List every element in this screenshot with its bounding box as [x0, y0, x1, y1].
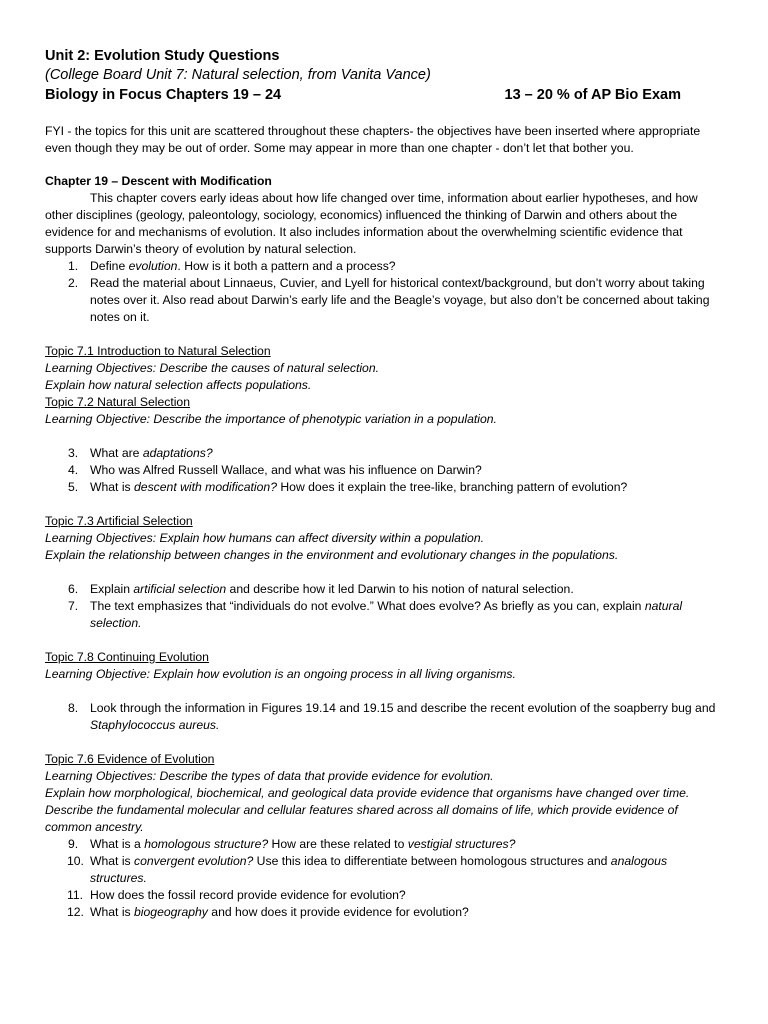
question-number: 2. — [68, 276, 79, 290]
learning-objective: Explain how morphological, biochemical, and geological data provide evidence that organisms have changed over time. — [45, 786, 690, 800]
question-number: 12. — [67, 905, 84, 919]
learning-objective: Describe the fundamental molecular and cellular features shared across all domains of life, which provide evidence of common ancestry. — [45, 803, 678, 834]
question-number: 7. — [68, 599, 79, 613]
question-number: 10. — [67, 854, 84, 868]
question-list — [45, 258, 725, 326]
question-item: 3. What are adaptations? — [68, 446, 213, 460]
question-number: 3. — [68, 446, 79, 460]
question-list — [45, 700, 725, 734]
question-item: 12. What is biogeography and how does it provide evidence for evolution? — [67, 905, 469, 919]
question-item: 7. The text emphasizes that “individuals do not evolve.” What does evolve? As briefly as you can, explain natural selection. — [68, 599, 683, 630]
document-page — [45, 47, 725, 921]
question-number: 5. — [68, 480, 79, 494]
intro-paragraph: FYI - the topics for this unit are scattered throughout these chapters- the objectives have been inserted where appropriate even though they may be out of order. Some may appear in more than one chapter - don’t let that bother you. — [45, 124, 701, 155]
question-item: 11. How does the fossil record provide evidence for evolution? — [67, 888, 406, 902]
question-number: 6. — [68, 582, 79, 596]
question-list — [45, 836, 725, 921]
question-item: 8. Look through the information in Figures 19.14 and 19.15 and describe the recent evolution of the soapberry bug and Staphylococcus aureus. — [68, 701, 716, 732]
topic-heading: Topic 7.1 Introduction to Natural Selection — [45, 344, 271, 358]
question-number: 1. — [68, 259, 79, 273]
question-number: 4. — [68, 463, 79, 477]
document-title: Unit 2: Evolution Study Questions — [45, 48, 280, 64]
learning-objective: Learning Objectives: Explain how humans can affect diversity within a population. — [45, 531, 484, 545]
header-row — [45, 85, 681, 105]
chapter-heading: Chapter 19 – Descent with Modification — [45, 174, 272, 188]
learning-objective: Explain how natural selection affects populations. — [45, 378, 312, 392]
topic-heading: Topic 7.2 Natural Selection — [45, 395, 190, 409]
question-item: 2. Read the material about Linnaeus, Cuvier, and Lyell for historical context/background, but don’t worry about taking notes over it. Also read about Darwin’s early life and the Beagle’s voyage, but also don’t be concerned about taking notes on it. — [68, 276, 710, 324]
topic-heading: Topic 7.3 Artificial Selection — [45, 514, 193, 528]
question-number: 9. — [68, 837, 79, 851]
learning-objective: Learning Objective: Explain how evolution is an ongoing process in all living organisms. — [45, 667, 516, 681]
document-subtitle: (College Board Unit 7: Natural selection, from Vanita Vance) — [45, 67, 431, 83]
question-item: 1. Define evolution. How is it both a pattern and a process? — [68, 259, 396, 273]
topic-heading: Topic 7.6 Evidence of Evolution — [45, 752, 215, 766]
question-list — [45, 445, 725, 496]
question-item: 4. Who was Alfred Russell Wallace, and what was his influence on Darwin? — [68, 463, 482, 477]
question-number: 8. — [68, 701, 79, 715]
learning-objective: Learning Objectives: Describe the types of data that provide evidence for evolution. — [45, 769, 494, 783]
question-item: 5. What is descent with modification? How does it explain the tree-like, branching pattern of evolution? — [68, 480, 628, 494]
question-item: 9. What is a homologous structure? How are these related to vestigial structures? — [68, 837, 516, 851]
learning-objective: Learning Objective: Describe the importance of phenotypic variation in a population. — [45, 412, 497, 426]
exam-percentage: 13 – 20 % of AP Bio Exam — [504, 87, 681, 103]
question-number: 11. — [67, 888, 84, 902]
question-item: 6. Explain artificial selection and describe how it led Darwin to his notion of natural selection. — [68, 582, 574, 596]
topic-heading: Topic 7.8 Continuing Evolution — [45, 650, 209, 664]
learning-objective: Explain the relationship between changes in the environment and evolutionary changes in the populations. — [45, 548, 619, 562]
learning-objective: Learning Objectives: Describe the causes of natural selection. — [45, 361, 379, 375]
question-item: 10. What is convergent evolution? Use this idea to differentiate between homologous structures and analogous structures. — [67, 854, 668, 885]
chapter-paragraph: This chapter covers early ideas about how life changed over time, information about earlier hypotheses, and how other disciplines (geology, paleontology, sociology, economics) influenced the thinking of Darwin and others about the evidence for and mechanisms of evolution. It also includes information about the overwhelming scientific evidence that supports Darwin’s theory of evolution by natural selection. — [45, 191, 698, 256]
chapters-heading: Biology in Focus Chapters 19 – 24 — [45, 87, 282, 103]
question-list — [45, 581, 725, 632]
